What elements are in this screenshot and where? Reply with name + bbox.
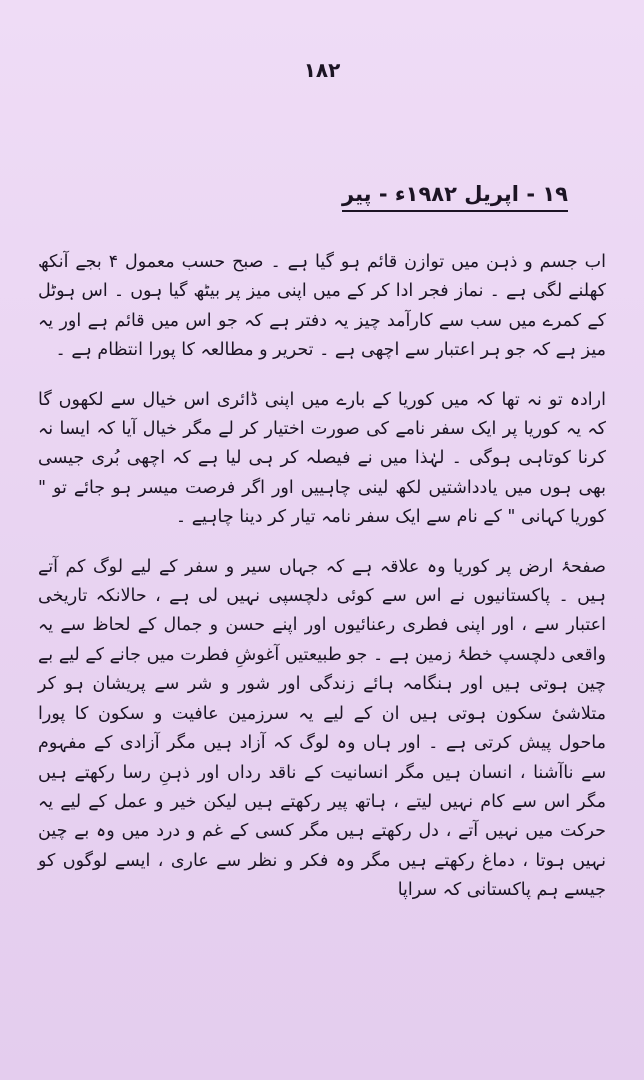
paragraph-3: صفحۂ ارض پر کوریا وہ علاقہ ہے کہ جہاں سیر و سفر کے لیے لوگ کم آتے ہیں ۔ پاکستانیوں نے اس سے کوئی دلچسپی نہیں لی ہے ، حالانکہ تاریخی اعتبار سے ، اور اپنی فطری رعنائیوں اور اپنے حسن و جمال کے لحاظ سے یہ واقعی دلچسپ خطۂ زمین ہے ۔ جو طبیعتیں آغوشِ فطرت میں جانے کے لیے بے چین ہوتی ہیں اور ہنگامہ ہائے زندگی اور شور و شر سے پریشان ہو کر متلاشیٔ سکون ہوتی ہیں ان کے لیے یہ سرزمین عافیت و سکون کا پورا ماحول پیش کرتی ہے ۔ اور ہاں وہ لوگ کہ آزاد ہیں مگر آزادی کے مفہوم سے ناآشنا ، انسان ہیں مگر انسانیت کے ناقد رداں اور ذہنِ رسا رکھتے ہیں مگر اس سے کام نہیں لیتے ، ہاتھ پیر رکھتے ہیں لیکن خیر و عمل کے لیے یہ حرکت میں نہیں آتے ، دل رکھتے ہیں مگر کسی کے غم و درد میں وہ بے چین نہیں ہوتا ، دماغ رکھتے ہیں مگر وہ فکر و نظر سے عاری ، ایسے لوگوں کو جیسے ہم پاکستانی کہ سراپا [38,556,606,901]
body-text [38,248,606,906]
page-number: ۱۸۲ [303,58,341,82]
date-heading [38,182,568,206]
paragraph-2: ارادہ تو نہ تھا کہ میں کوریا کے بارے میں اپنی ڈائری اس خیال سے لکھوں گا کہ یہ کوریا پر ایک سفر نامے کی صورت اختیار کر لے مگر خیال آیا کہ ایسا نہ کرنا کوتاہی ہوگی ۔ لہٰذا میں نے فیصلہ کر ہی لیا ہے کہ اچھی بُری جیسی بھی ہوں میں یادداشتیں لکھ لینی چاہییں اور اگر فرصت میسر ہو جائے تو " کوریا کہانی " کے نام سے ایک سفر نامہ تیار کر دینا چاہیے ۔ [38,389,606,528]
date-heading-text: ۱۹ - اپریل ۱۹۸۲ء - پیر [342,182,568,212]
paragraph-1: اب جسم و ذہن میں توازن قائم ہو گیا ہے ۔ صبح حسب معمول ۴ بجے آنکھ کھلنے لگی ہے ۔ نماز فجر ادا کر کے میں اپنی میز پر بیٹھ گیا ہوں ۔ اس ہوٹل کے کمرے میں سب سے کارآمد چیز یہ دفتر ہے کہ جو اس میں قائم ہے اور یہ میز ہے کہ جو ہر اعتبار سے اچھی ہے ۔ تحریر و مطالعہ کا پورا انتظام ہے ۔ [38,252,606,361]
